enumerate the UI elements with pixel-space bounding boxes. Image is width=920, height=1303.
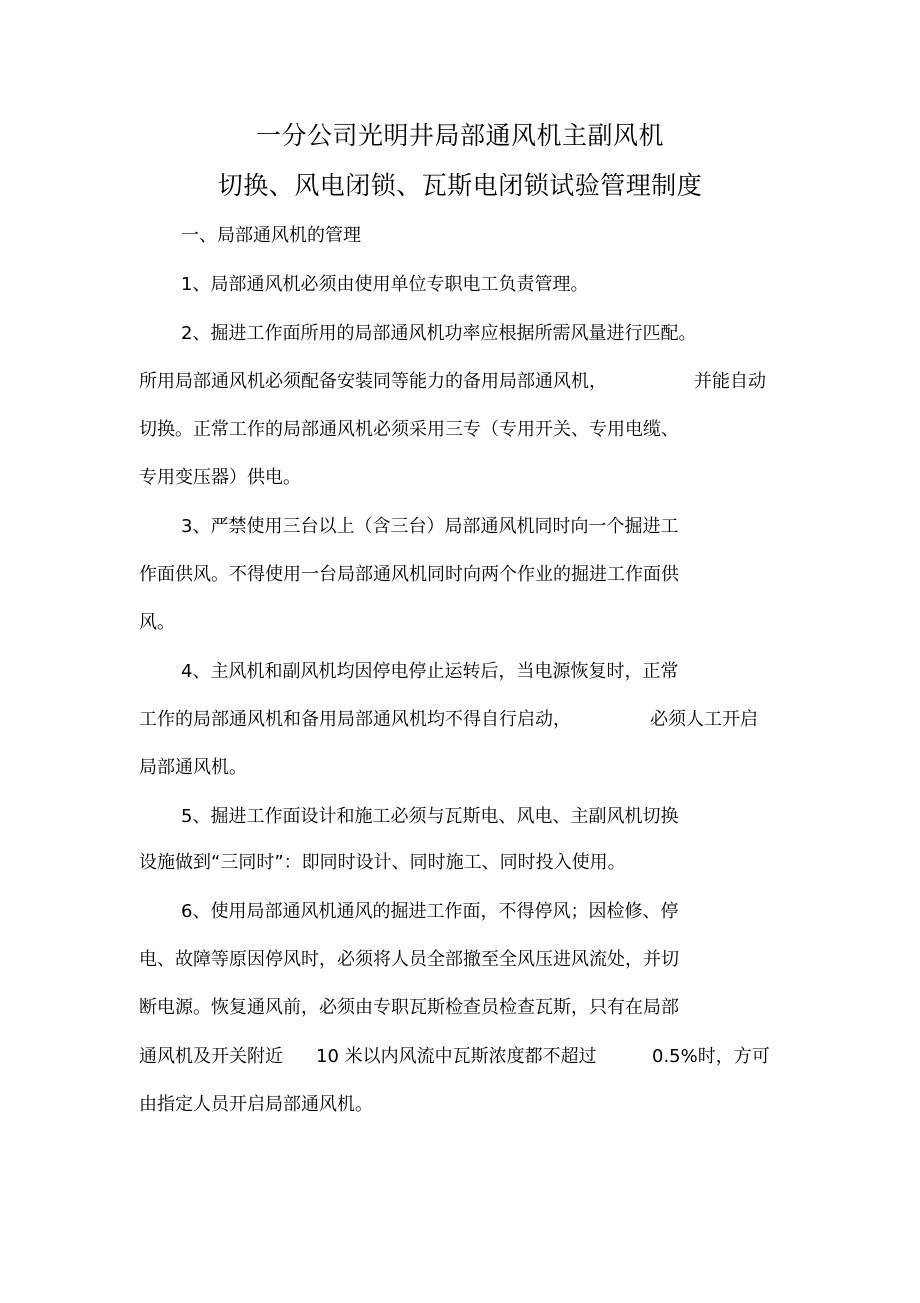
paragraph-6-line-5: 由指定人员开启局部通风机。 xyxy=(139,1094,373,1115)
paragraph-2-line-2a: 所用局部通风机必须配备安装同等能力的备用局部通风机， xyxy=(139,371,607,392)
document-title-line-2: 切换、风电闭锁、瓦斯电闭锁试验管理制度 xyxy=(217,171,703,200)
paragraph-6-line-4b: 10 米以内风流中瓦斯浓度都不超过 xyxy=(316,1046,597,1067)
document-title-line-1: 一分公司光明井局部通风机主副风机 xyxy=(255,121,664,150)
paragraph-2-line-1: 2、掘进工作面所用的局部通风机功率应根据所需风量进行匹配。 xyxy=(181,323,697,344)
paragraph-3-line-3: 风。 xyxy=(139,612,175,633)
paragraph-2-line-3: 切换。正常工作的局部通风机必须采用三专（专用开关、专用电缆、 xyxy=(139,419,679,440)
paragraph-4-line-2b: 必须人工开启 xyxy=(650,709,758,730)
paragraph-1-line-1: 1、局部通风机必须由使用单位专职电工负责管理。 xyxy=(181,274,589,295)
paragraph-6-line-4c: 0.5%时，方可 xyxy=(652,1046,770,1067)
paragraph-4-line-2a: 工作的局部通风机和备用局部通风机均不得自行启动， xyxy=(139,709,571,730)
paragraph-3-line-2: 作面供风。不得使用一台局部通风机同时向两个作业的掘进工作面供 xyxy=(139,564,679,585)
paragraph-4-line-3: 局部通风机。 xyxy=(139,757,247,778)
paragraph-5-line-2: 设施做到“三同时”：即同时设计、同时施工、同时投入使用。 xyxy=(139,852,626,873)
paragraph-6-line-1: 6、使用局部通风机通风的掘进工作面，不得停风；因检修、停 xyxy=(181,901,679,922)
paragraph-3-line-1: 3、严禁使用三台以上（含三台）局部通风机同时向一个掘进工 xyxy=(181,516,679,537)
paragraph-2-line-2b: 并能自动 xyxy=(694,371,766,392)
section-heading: 一、局部通风机的管理 xyxy=(181,225,361,246)
paragraph-6-line-3: 断电源。恢复通风前，必须由专职瓦斯检查员检查瓦斯，只有在局部 xyxy=(139,997,679,1018)
paragraph-5-line-1: 5、掘进工作面设计和施工必须与瓦斯电、风电、主副风机切换 xyxy=(181,806,679,827)
paragraph-6-line-4a: 通风机及开关附近 xyxy=(139,1046,283,1067)
paragraph-2-line-4: 专用变压器）供电。 xyxy=(139,467,301,488)
paragraph-6-line-2: 电、故障等原因停风时，必须将人员全部撤至全风压进风流处，并切 xyxy=(139,949,679,970)
paragraph-4-line-1: 4、主风机和副风机均因停电停止运转后，当电源恢复时，正常 xyxy=(181,661,679,682)
